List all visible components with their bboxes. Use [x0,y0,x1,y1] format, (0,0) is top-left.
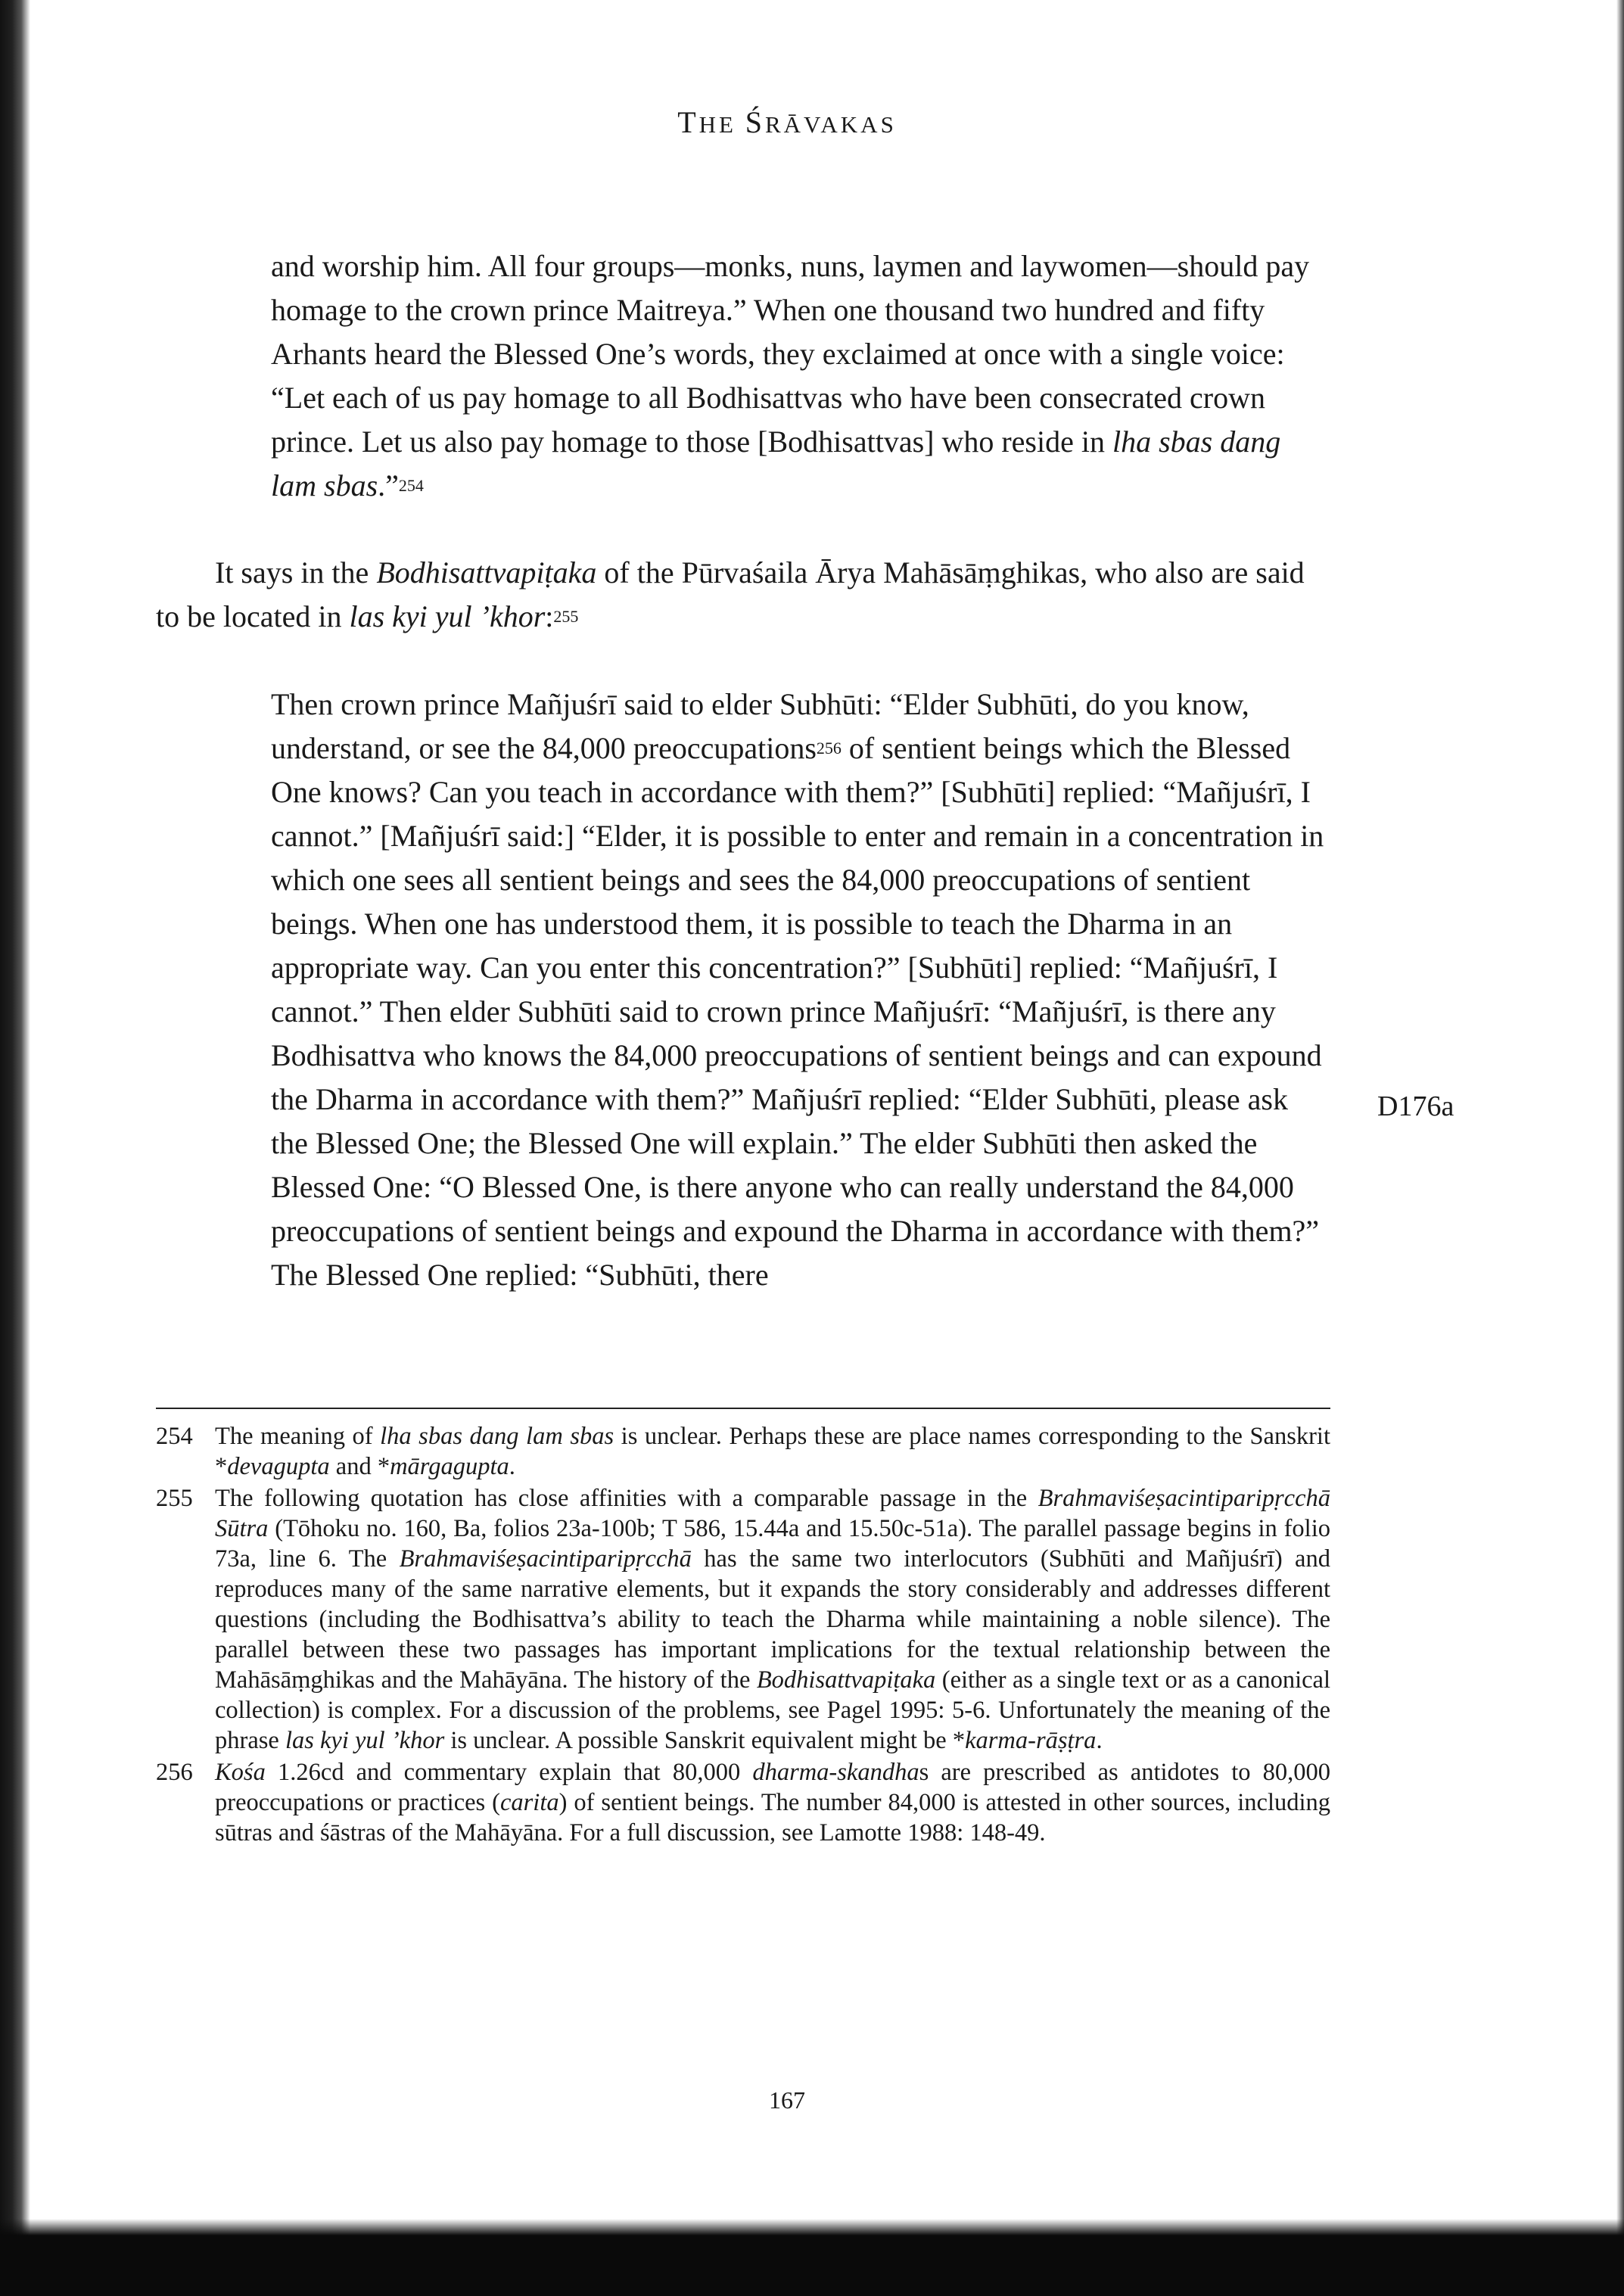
margin-folio-reference: D176a [1377,1090,1454,1122]
footnote-number: 255 [156,1485,193,1512]
note-ref-256: 256 [816,739,842,758]
scan-bottom-shadow [0,2235,1624,2296]
footnote-254 [156,1421,1330,1482]
note-ref-255: 255 [553,607,579,626]
footnote-256 [156,1757,1330,1848]
scan-spine-shadow [0,0,30,2296]
footnote-number: 256 [156,1759,193,1786]
block-quote-maitreya: and worship him. All four groups—monks, nuns, laymen and laywomen—should pay homage to the crown prince Maitreya.” When one thousand two hundred and fifty Arhants heard the Blessed One’s words, they exclaimed at once with a single voice: “Let each of us pay homage to all Bodhisattvas who have been consecrated crown prince. Let us also pay homage to those [Bodhisattvas] who reside in lha sbas dang lam sbas.”$^{254}$ [271,249,1310,502]
footnote-text: The following quotation has close affinities with a comparable passage in the Brahmaviśeṣacintiparipṛcchā Sūtra (Tōhoku no. 160, Ba, folios 23a-100b; T 586, 15.44a and 15.50c-51a). The parallel passage begins in folio 73a, line 6. The Brahmaviśeṣacintiparipṛcchā has the same two interlocutors (Subhūti and Mañjuśrī) and reproduces many of the same narrative elements, but it expands the story considerably and addresses different questions (including the Bodhisattva’s ability to teach the Dharma while maintaining a noble silence). The parallel between these two passages has important implications for the textual relationship between the Mahāsāṃghikas and the Mahāyāna. The history of the Bodhisattvapiṭaka (either as a single text or as a canonical collection) is complex. For a discussion of the problems, see Pagel 1995: 5-6. Unfortunately the meaning of the phrase las kyi yul ’khor is unclear. A possible Sanskrit equivalent might be *karma-rāṣṭra. [215,1485,1330,1754]
footnotes [156,1421,1330,1850]
footnote-number: 254 [156,1423,193,1450]
block-quote-manjusri: Then crown prince Mañjuśrī said to elder Subhūti: “Elder Subhūti, do you know, understand, or see the 84,000 preoccupations$^{256}$ of sentient beings which the Blessed One knows? Can you teach in accordance with them?” [Subhūti] replied: “Mañjuśrī, I cannot.” [Mañjuśrī said:] “Elder, it is possible to enter and remain in a concentration in which one sees all sentient beings and sees the 84,000 preoccupations of sentient beings. When one has understood them, it is possible to teach the Dharma in an appropriate way. Can you enter this concentration?” [Subhūti] replied: “Mañjuśrī, I cannot.” Then elder Subhūti said to crown prince Mañjuśrī: “Mañjuśrī, is there any Bodhisattva who knows the 84,000 preoccupations of sentient beings and can expound the Dharma in accordance with them?” Mañjuśrī replied: “Elder Subhūti, please ask the Blessed One; the Blessed One will explain.” The elder Subhūti then asked the Blessed One: “O Blessed One, is there anyone who can really understand the 84,000 preoccupations of sentient beings and expound the Dharma in accordance with them?” The Blessed One replied: “Subhūti, there [271,687,1324,1292]
note-ref-254: 254 [398,476,424,495]
footnote-text: The meaning of lha sbas dang lam sbas is unclear. Perhaps these are place names corresponding to the Sanskrit *devagupta and *mārgagupta. [215,1423,1330,1480]
scan-edge-shadow [1616,0,1624,2296]
running-head: THE ŚRĀVAKAS [677,105,897,139]
footnote-rule [156,1408,1330,1409]
footnote-text: Kośa 1.26cd and commentary explain that 80,000 dharma-skandhas are prescribed as antidotes to 80,000 preoccupations or practices (carita) of sentient beings. The number 84,000 is attested in other sources, including sūtras and śāstras of the Mahāyāna. For a full discussion, see Lamotte 1988: 148-49. [215,1759,1331,1846]
footnote-255 [156,1483,1330,1756]
intro-paragraph: It says in the Bodhisattvapiṭaka of the Pūrvaśaila Ārya Mahāsāṃghikas, who also are said to be located in las kyi yul ’khor:$^{255}$ [156,555,1305,633]
page-number: 167 [769,2086,805,2114]
